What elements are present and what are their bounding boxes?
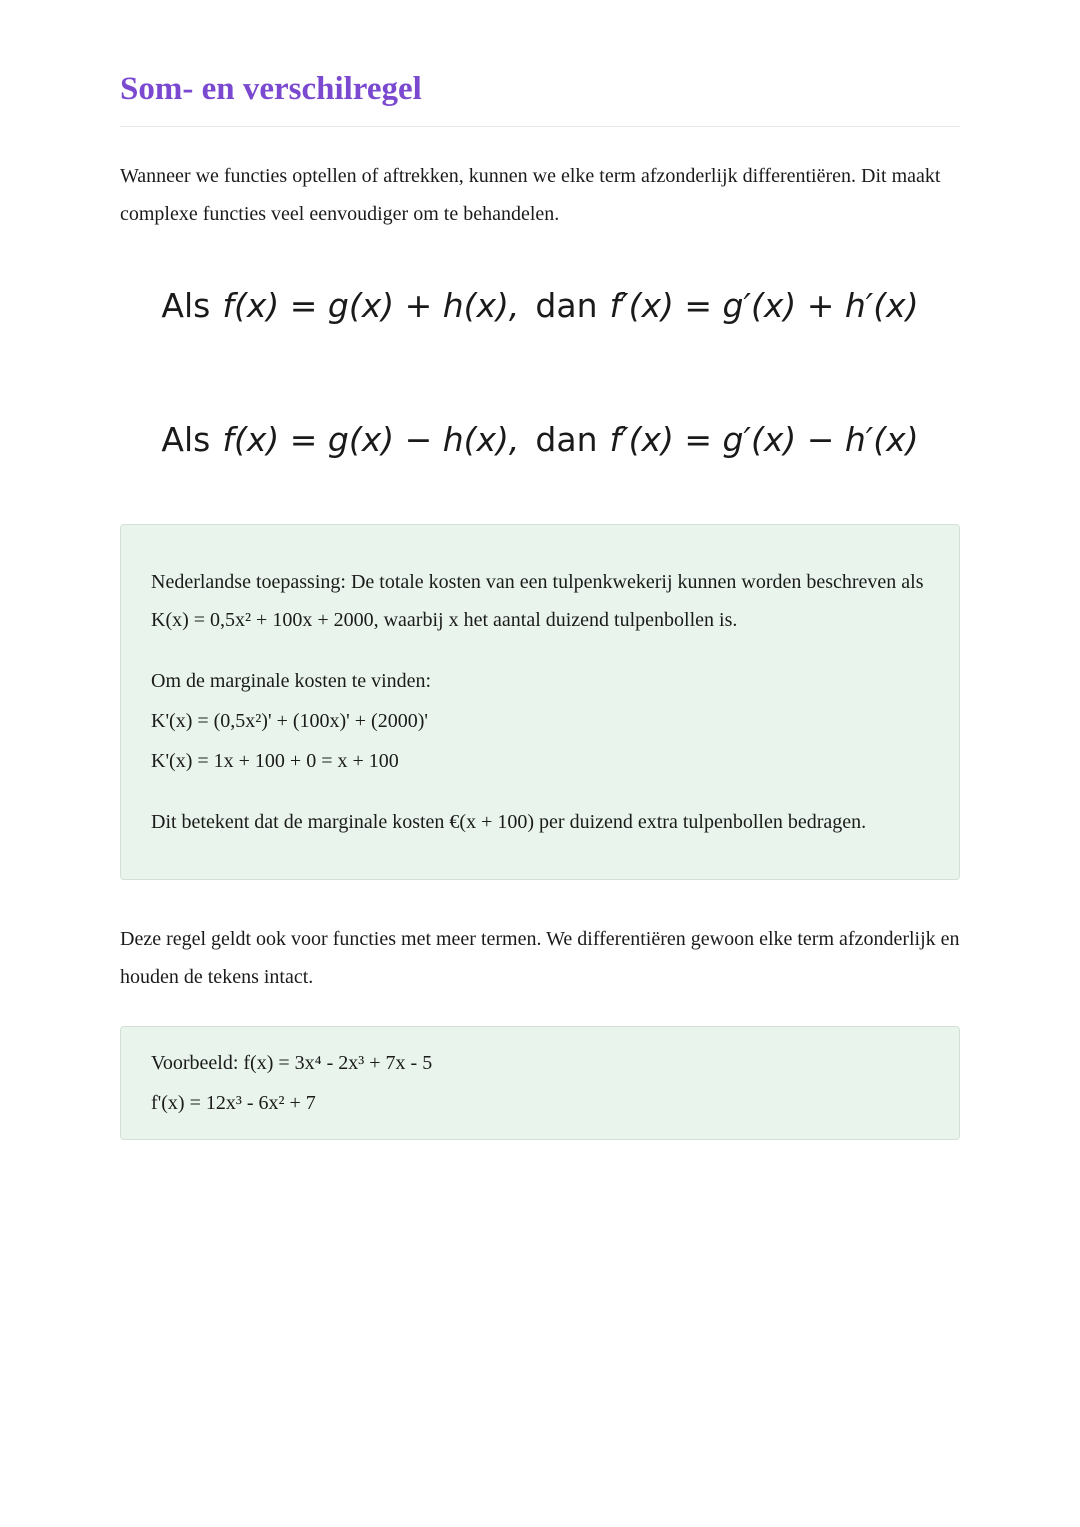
difference-formula-rhs: f′(x) = g′(x) − h′(x) [609, 420, 919, 460]
application-conclusion-text: Dit betekent dat de marginale kosten €(x + 100) per duizend extra tulpenbollen bedragen. [151, 811, 867, 834]
application-callout-box [120, 524, 960, 880]
difference-formula-lhs: f(x) = g(x) − h(x), [222, 420, 520, 460]
page-title: Som- en verschilregel [120, 71, 422, 107]
middle-paragraph: Deze regel geldt ook voor functies met meer termen. We differentiëren gewoon elke term afzonderlijk en houden de tekens intact. [120, 928, 960, 989]
heading-divider [120, 126, 960, 127]
sum-formula-lhs: f(x) = g(x) + h(x), [222, 285, 520, 325]
calculation-step-result: K'(x) = 1x + 100 + 0 = x + 100 [151, 750, 399, 773]
sum-formula-word-dan: dan [535, 285, 598, 325]
example-calculation [151, 1043, 929, 1123]
application-intro-text: Nederlandse toepassing: De totale kosten van een tulpenkwekerij kunnen worden beschreven als K(x) = 0,5x² + 100x + 2000, waarbij x het aantal duizend tulpenbollen is. [151, 571, 924, 632]
example-function-line: Voorbeeld: f(x) = 3x⁴ - 2x³ + 7x - 5 [151, 1052, 433, 1075]
difference-formula-word-dan: dan [535, 420, 598, 460]
difference-formula-word-als: Als [161, 420, 211, 460]
sum-rule-formula [120, 285, 960, 328]
intro-paragraph: Wanneer we functies optellen of aftrekken, kunnen we elke term afzonderlijk differentiëren. Dit maakt complexe functies veel eenvoudiger om te behandelen. [120, 164, 941, 225]
example-derivative-line: f'(x) = 12x³ - 6x² + 7 [151, 1092, 316, 1115]
application-calculation [151, 661, 929, 781]
example-callout-box [120, 1026, 960, 1140]
sum-formula-word-als: Als [161, 285, 211, 325]
calculation-step-derivative: K'(x) = (0,5x²)' + (100x)' + (2000)' [151, 710, 428, 733]
calculation-step-label: Om de marginale kosten te vinden: [151, 670, 432, 693]
difference-rule-formula [120, 419, 960, 462]
sum-formula-rhs: f′(x) = g′(x) + h′(x) [609, 285, 919, 325]
